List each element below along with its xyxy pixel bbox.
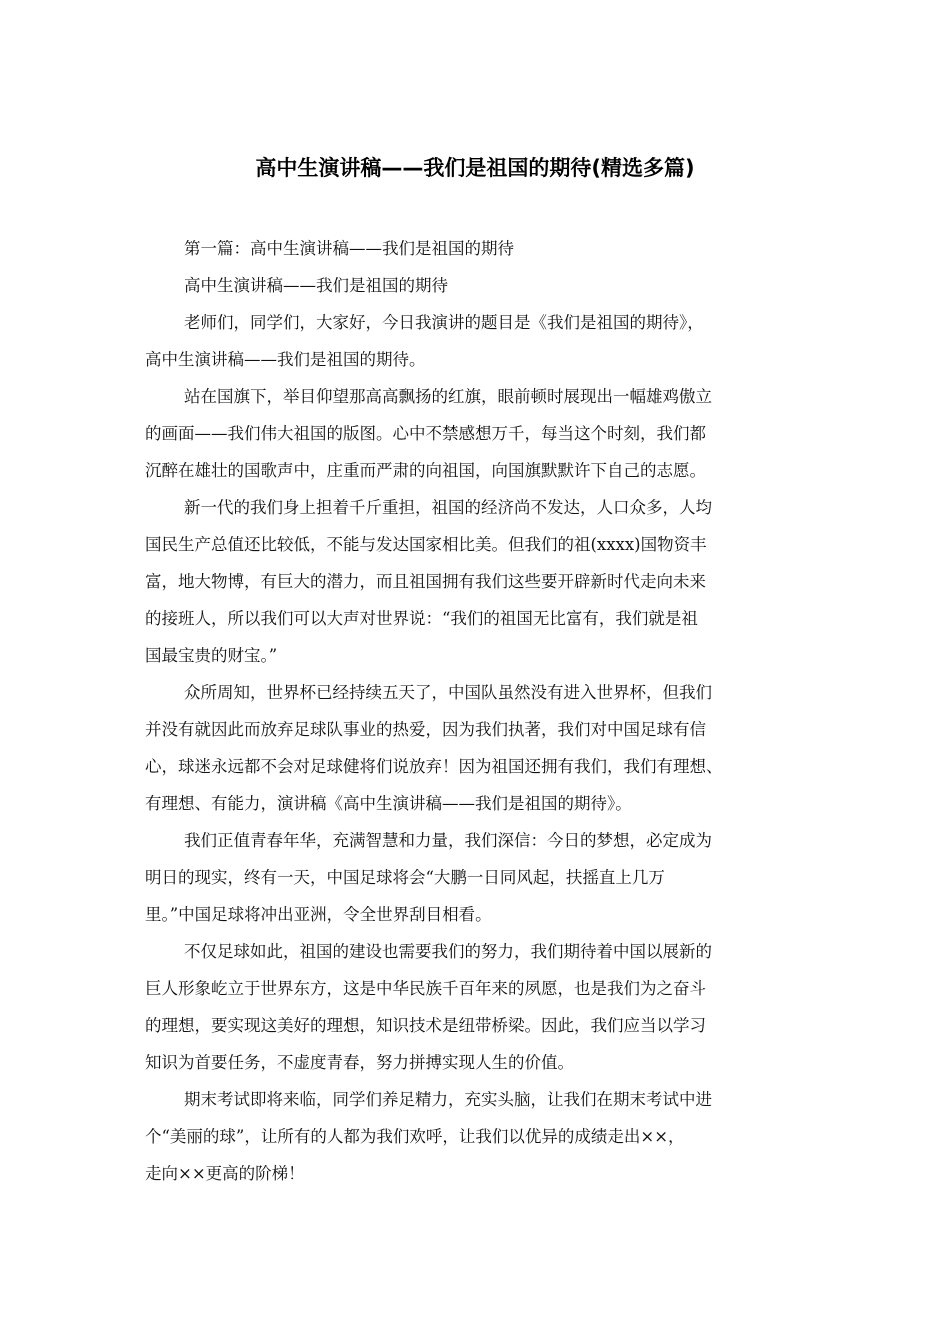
text-line: 高中生演讲稿——我们是祖国的期待: [184, 276, 448, 295]
text-line: 期末考试即将来临，同学们养足精力，充实头脑，让我们在期末考试中进: [184, 1090, 712, 1109]
text-line: 个“美丽的球”，让所有的人都为我们欢呼，让我们以优异的成绩走出××，: [145, 1127, 685, 1146]
text-line: 里。”中国足球将冲出亚洲，令全世界刮目相看。: [145, 905, 492, 924]
text-line: 走向××更高的阶梯！: [145, 1164, 305, 1183]
text-line: 不仅足球如此，祖国的建设也需要我们的努力，我们期待着中国以展新的: [184, 942, 712, 961]
text-line: 的理想，要实现这美好的理想，知识技术是纽带桥梁。因此，我们应当以学习: [145, 1016, 706, 1035]
document-title: 高中生演讲稿——我们是祖国的期待(精选多篇): [255, 156, 695, 180]
text-line: 沉醉在雄壮的国歌声中，庄重而严肃的向祖国，向国旗默默许下自己的志愿。: [145, 461, 706, 480]
text-line: 我们正值青春年华，充满智慧和力量，我们深信：今日的梦想，必定成为: [184, 831, 712, 850]
text-line: 明日的现实，终有一天，中国足球将会“大鹏一日同风起，扶摇直上几万: [145, 868, 665, 887]
text-line: 新一代的我们身上担着千斤重担，祖国的经济尚不发达，人口众多，人均: [184, 498, 712, 517]
text-line: 老师们，同学们，大家好，今日我演讲的题目是《我们是祖国的期待》，: [184, 313, 704, 332]
text-line: 并没有就因此而放弃足球队事业的热爱，因为我们执著，我们对中国足球有信: [145, 720, 706, 739]
text-line: 有理想、有能力，演讲稿《高中生演讲稿——我们是祖国的期待》。: [145, 794, 632, 813]
text-line: 心，球迷永远都不会对足球健将们说放弃！因为祖国还拥有我们，我们有理想、: [145, 757, 723, 776]
text-line: 的画面——我们伟大祖国的版图。心中不禁感想万千，每当这个时刻，我们都: [145, 424, 706, 443]
text-line: 富，地大物博，有巨大的潜力，而且祖国拥有我们这些要开辟新时代走向未来: [145, 572, 706, 591]
text-line: 站在国旗下，举目仰望那高高飘扬的红旗，眼前顿时展现出一幅雄鸡傲立: [184, 387, 712, 406]
text-line: 巨人形象屹立于世界东方，这是中华民族千百年来的夙愿，也是我们为之奋斗: [145, 979, 706, 998]
text-line: 的接班人，所以我们可以大声对世界说：“我们的祖国无比富有，我们就是祖: [145, 609, 698, 628]
text-line: 国最宝贵的财宝。”: [145, 646, 278, 665]
text-line: 第一篇：高中生演讲稿——我们是祖国的期待: [184, 239, 514, 258]
text-line: 高中生演讲稿——我们是祖国的期待。: [145, 350, 426, 369]
text-line: 知识为首要任务，不虚度青春，努力拼搏实现人生的价值。: [145, 1053, 574, 1072]
text-line: 众所周知，世界杯已经持续五天了，中国队虽然没有进入世界杯，但我们: [184, 683, 712, 702]
text-line: 国民生产总值还比较低，不能与发达国家相比美。但我们的祖(xxxx)国物资丰: [145, 535, 707, 554]
